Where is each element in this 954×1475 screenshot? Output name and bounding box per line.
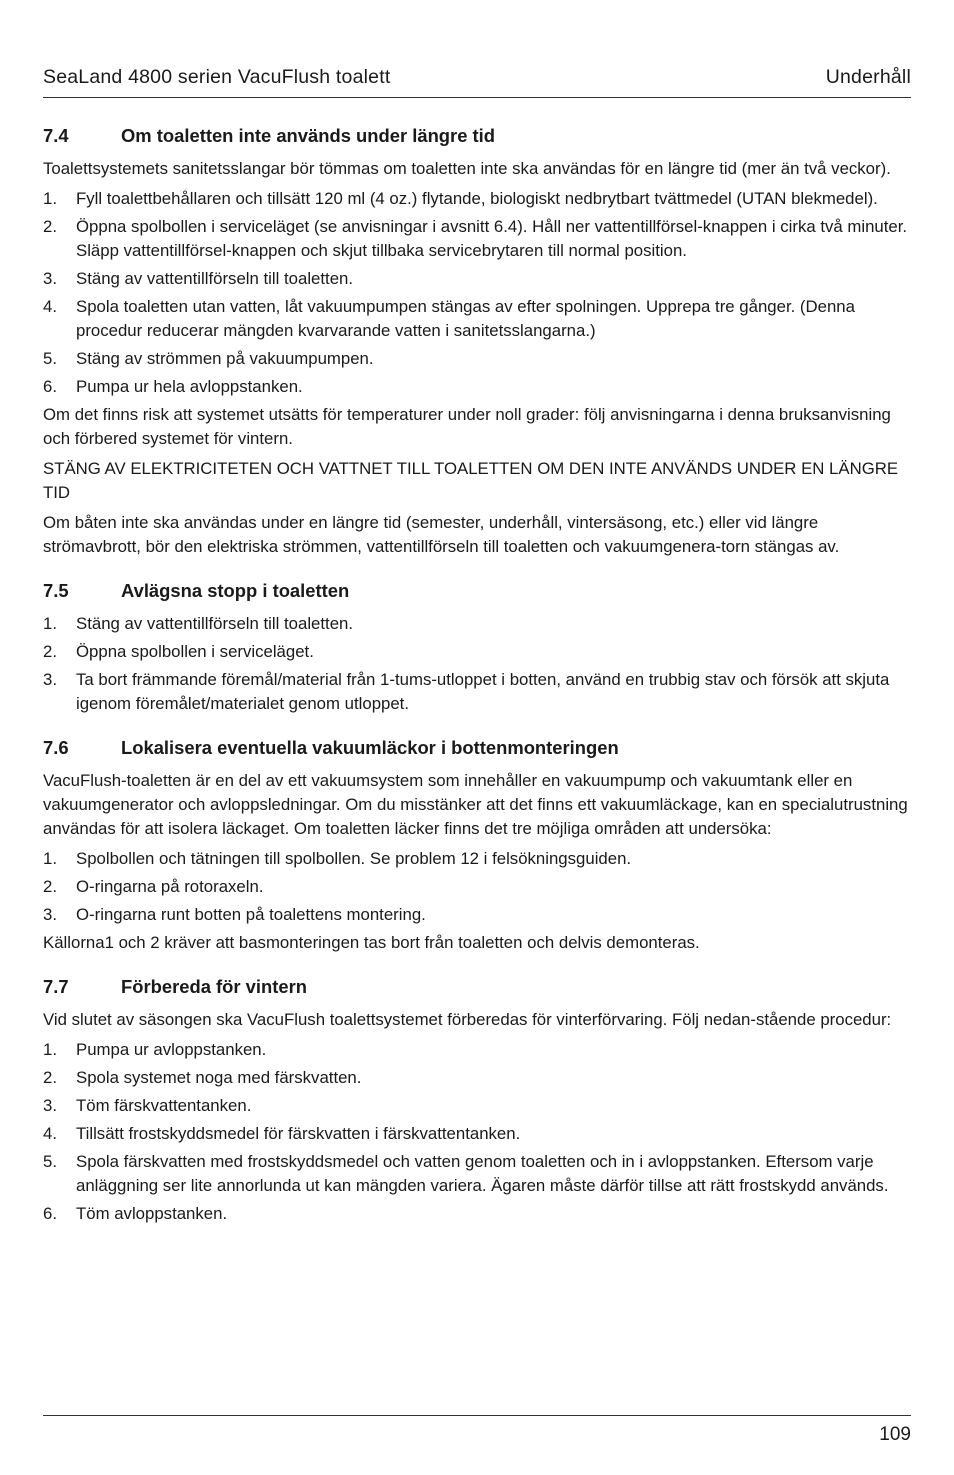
list-item — [43, 267, 911, 291]
step-list — [43, 1038, 911, 1226]
running-header — [43, 66, 911, 89]
section-number: 7.6 — [43, 737, 69, 758]
step-text: Pumpa ur hela avloppstanken. — [76, 377, 303, 396]
step-number: 5. — [43, 349, 57, 368]
header-rule — [43, 97, 911, 98]
list-item — [43, 295, 911, 343]
section-7-4 — [43, 122, 911, 559]
step-text: Töm avloppstanken. — [76, 1204, 228, 1223]
step-number: 4. — [43, 297, 57, 316]
section-intro: Vid slutet av säsongen ska VacuFlush toalettsystemet förberedas för vinterförvaring. Följ nedan-stående procedur: — [43, 1010, 892, 1029]
step-number: 1. — [43, 614, 57, 633]
step-number: 1. — [43, 849, 57, 868]
section-title: Om toaletten inte används under längre tid — [121, 125, 495, 146]
step-number: 6. — [43, 377, 57, 396]
list-item — [43, 375, 911, 399]
step-number: 2. — [43, 877, 57, 896]
list-item — [43, 187, 911, 211]
step-text: Fyll toalettbehållaren och tillsätt 120 ml (4 oz.) flytande, biologiskt nedbrytbart tvättmedel (UTAN blekmedel). — [76, 189, 878, 208]
step-number: 2. — [43, 217, 57, 236]
list-item — [43, 612, 911, 636]
list-item — [43, 1150, 911, 1198]
list-item — [43, 875, 911, 899]
section-number: 7.5 — [43, 580, 69, 601]
step-text: Spola systemet noga med färskvatten. — [76, 1068, 362, 1087]
step-number: 4. — [43, 1124, 57, 1143]
section-paragraph: Om båten inte ska användas under en längre tid (semester, underhåll, vintersäsong, etc.) eller vid längre strömavbrott, bör den elektriska strömmen, vattentillförseln till toaletten och vakuumgenera-torn stängas av. — [43, 513, 840, 556]
step-text: Öppna spolbollen i serviceläget. — [76, 642, 314, 661]
page-content — [43, 122, 911, 1230]
section-heading — [43, 577, 911, 605]
section-heading — [43, 973, 911, 1001]
section-paragraph: Källorna1 och 2 kräver att basmonteringen tas bort från toaletten och delvis demonteras. — [43, 933, 700, 952]
step-text: O-ringarna på rotoraxeln. — [76, 877, 264, 896]
step-text: Tillsätt frostskyddsmedel för färskvatten i färskvattentanken. — [76, 1124, 521, 1143]
list-item — [43, 1038, 911, 1062]
footer-rule — [43, 1415, 911, 1416]
step-number: 3. — [43, 905, 57, 924]
step-list — [43, 612, 911, 716]
step-text: Stäng av strömmen på vakuumpumpen. — [76, 349, 374, 368]
section-paragraph: Om det finns risk att systemet utsätts för temperaturer under noll grader: följ anvisningarna i denna bruksanvisning och förbered systemet för vintern. — [43, 405, 891, 448]
step-text: Spola färskvatten med frostskyddsmedel och vatten genom toaletten och in i avloppstanken. Eftersom varje anläggning ser lite annorlunda ut kan mängden variera. Ägaren måste därför tillse att rätt frostskydd används. — [76, 1152, 889, 1195]
section-intro: Toalettsystemets sanitetsslangar bör tömmas om toaletten inte ska användas för en längre tid (mer än två veckor). — [43, 159, 891, 178]
step-number: 1. — [43, 189, 57, 208]
step-text: Stäng av vattentillförseln till toaletten. — [76, 269, 354, 288]
section-7-5 — [43, 577, 911, 716]
section-intro: VacuFlush-toaletten är en del av ett vakuumsystem som innehåller en vakuumpump och vakuumtank eller en vakuumgenerator och avloppsledningar. Om du misstänker att det finns ett vakuumläckage, kan en specialutrustning användas för att isolera läckaget. Om toaletten läcker finns det tre möjliga områden att undersöka: — [43, 771, 908, 838]
page-number: 109 — [879, 1424, 911, 1445]
step-text: Töm färskvattentanken. — [76, 1096, 252, 1115]
step-text: O-ringarna runt botten på toalettens montering. — [76, 905, 426, 924]
list-item — [43, 347, 911, 371]
section-title: Lokalisera eventuella vakuumläckor i bottenmonteringen — [121, 737, 619, 758]
chapter-title: Underhåll — [825, 66, 911, 88]
section-heading — [43, 734, 911, 762]
section-number: 7.7 — [43, 976, 69, 997]
list-item — [43, 847, 911, 871]
step-list — [43, 847, 911, 927]
section-7-7 — [43, 973, 911, 1226]
step-list — [43, 187, 911, 399]
step-text: Ta bort främmande föremål/material från 1-tums-utloppet i botten, använd en trubbig stav och försök att skjuta igenom föremålet/materialet genom utloppet. — [76, 670, 890, 713]
step-text: Stäng av vattentillförseln till toaletten. — [76, 614, 354, 633]
step-number: 2. — [43, 642, 57, 661]
step-number: 2. — [43, 1068, 57, 1087]
step-number: 5. — [43, 1152, 57, 1171]
section-title: Förbereda för vintern — [121, 976, 307, 997]
list-item — [43, 215, 911, 263]
list-item — [43, 1066, 911, 1090]
section-heading — [43, 122, 911, 150]
section-paragraph: STÄNG AV ELEKTRICITETEN OCH VATTNET TILL TOALETTEN OM DEN INTE ANVÄNDS UNDER EN LÄNGRE TID — [43, 459, 899, 502]
list-item — [43, 668, 911, 716]
list-item — [43, 1094, 911, 1118]
step-text: Spola toaletten utan vatten, låt vakuumpumpen stängas av efter spolningen. Upprepa tre gånger. (Denna procedur reducerar mängden kvarvarande vatten i sanitetsslangarna.) — [76, 297, 855, 340]
step-number: 1. — [43, 1040, 57, 1059]
document-title: SeaLand 4800 serien VacuFlush toalett — [43, 66, 391, 88]
section-number: 7.4 — [43, 125, 69, 146]
list-item — [43, 640, 911, 664]
section-title: Avlägsna stopp i toaletten — [121, 580, 350, 601]
step-number: 3. — [43, 670, 57, 689]
step-text: Pumpa ur avloppstanken. — [76, 1040, 267, 1059]
step-text: Öppna spolbollen i serviceläget (se anvisningar i avsnitt 6.4). Håll ner vattentillförsel-knappen i cirka två minuter. Släpp vattentillförsel-knappen och skjut tillbaka servicebrytaren till normal position. — [76, 217, 908, 260]
step-number: 3. — [43, 269, 57, 288]
list-item — [43, 1202, 911, 1226]
step-number: 6. — [43, 1204, 57, 1223]
section-7-6 — [43, 734, 911, 955]
list-item — [43, 1122, 911, 1146]
list-item — [43, 903, 911, 927]
step-number: 3. — [43, 1096, 57, 1115]
step-text: Spolbollen och tätningen till spolbollen. Se problem 12 i felsökningsguiden. — [76, 849, 632, 868]
